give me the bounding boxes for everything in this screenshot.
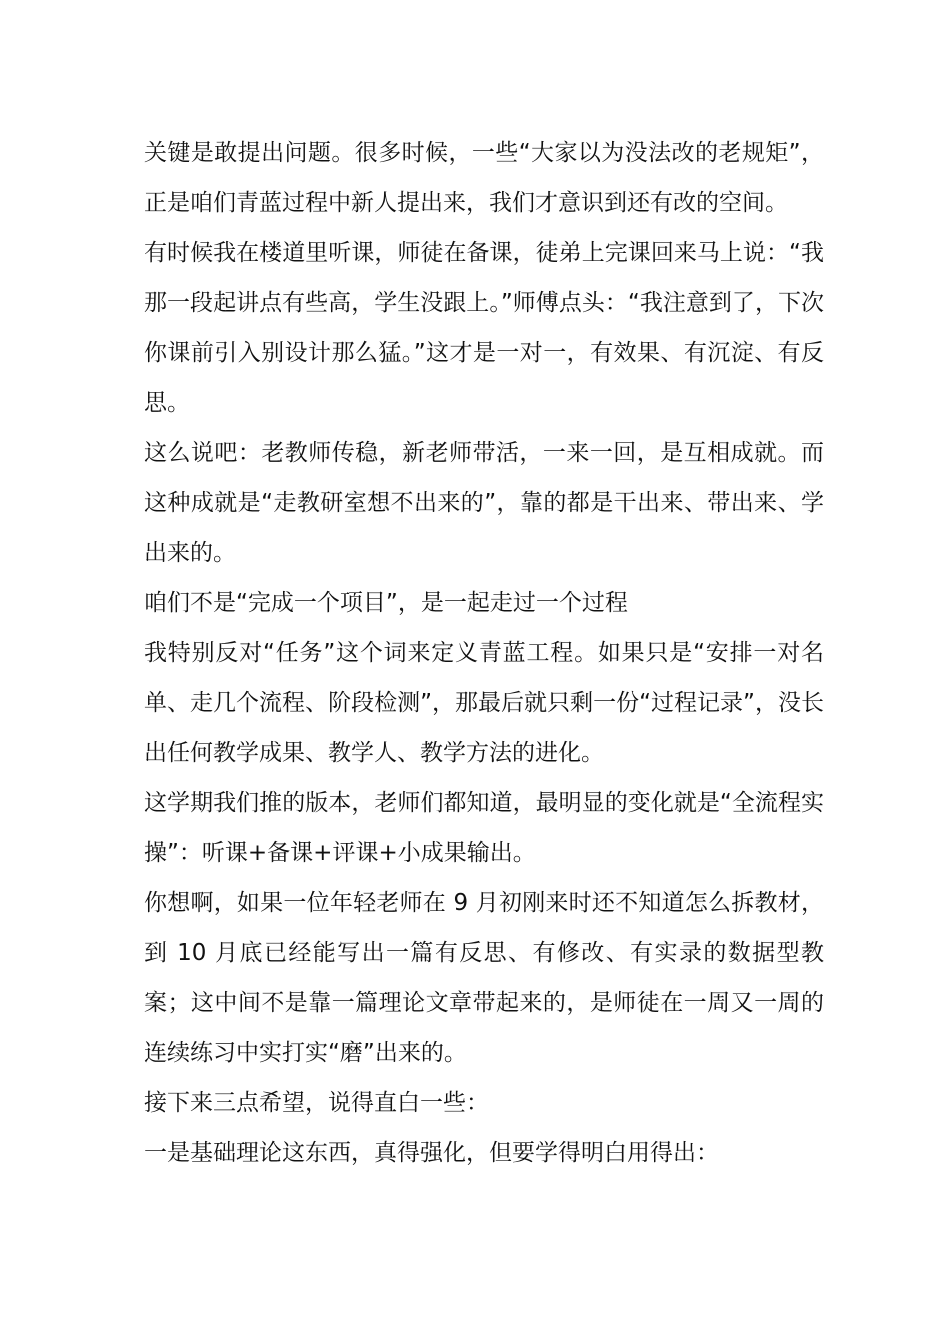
paragraph-2: 有时候我在楼道里听课，师徒在备课，徒弟上完课回来马上说：“我那一段起讲点有些高，学生没跟上。”师傅点头：“我注意到了，下次你课前引入别设计那么猛。”这才是一对一，有效果、有沉淀、有反思。: [144, 240, 824, 416]
paragraph-7: 你想啊，如果一位年轻老师在 9 月初刚来时还不知道怎么拆教材，到 10 月底已经能写出一篇有反思、有修改、有实录的数据型教案；这中间不是靠一篇理论文章带起来的，是师徒在一周又一周的连续练习中实打实“磨”出来的。: [144, 890, 824, 1066]
paragraph-9: 一是基础理论这东西，真得强化，但要学得明白用得出：: [144, 1140, 719, 1166]
paragraph-6: 这学期我们推的版本，老师们都知道，最明显的变化就是“全流程实操”：听课+备课+评课+小成果输出。: [144, 790, 824, 866]
paragraph-8: 接下来三点希望，说得直白一些：: [144, 1090, 489, 1116]
document-body: [144, 128, 824, 1178]
section-heading: 咱们不是“完成一个项目”，是一起走过一个过程: [144, 590, 628, 616]
paragraph-5: 我特别反对“任务”这个词来定义青蓝工程。如果只是“安排一对名单、走几个流程、阶段检测”，那最后就只剩一份“过程记录”，没长出任何教学成果、教学人、教学方法的进化。: [144, 640, 824, 766]
paragraph-3: 这么说吧：老教师传稳，新老师带活，一来一回，是互相成就。而这种成就是“走教研室想不出来的”，靠的都是干出来、带出来、学出来的。: [144, 440, 824, 566]
paragraph-1: 关键是敢提出问题。很多时候，一些“大家以为没法改的老规矩”，正是咱们青蓝过程中新人提出来，我们才意识到还有改的空间。: [144, 140, 824, 216]
